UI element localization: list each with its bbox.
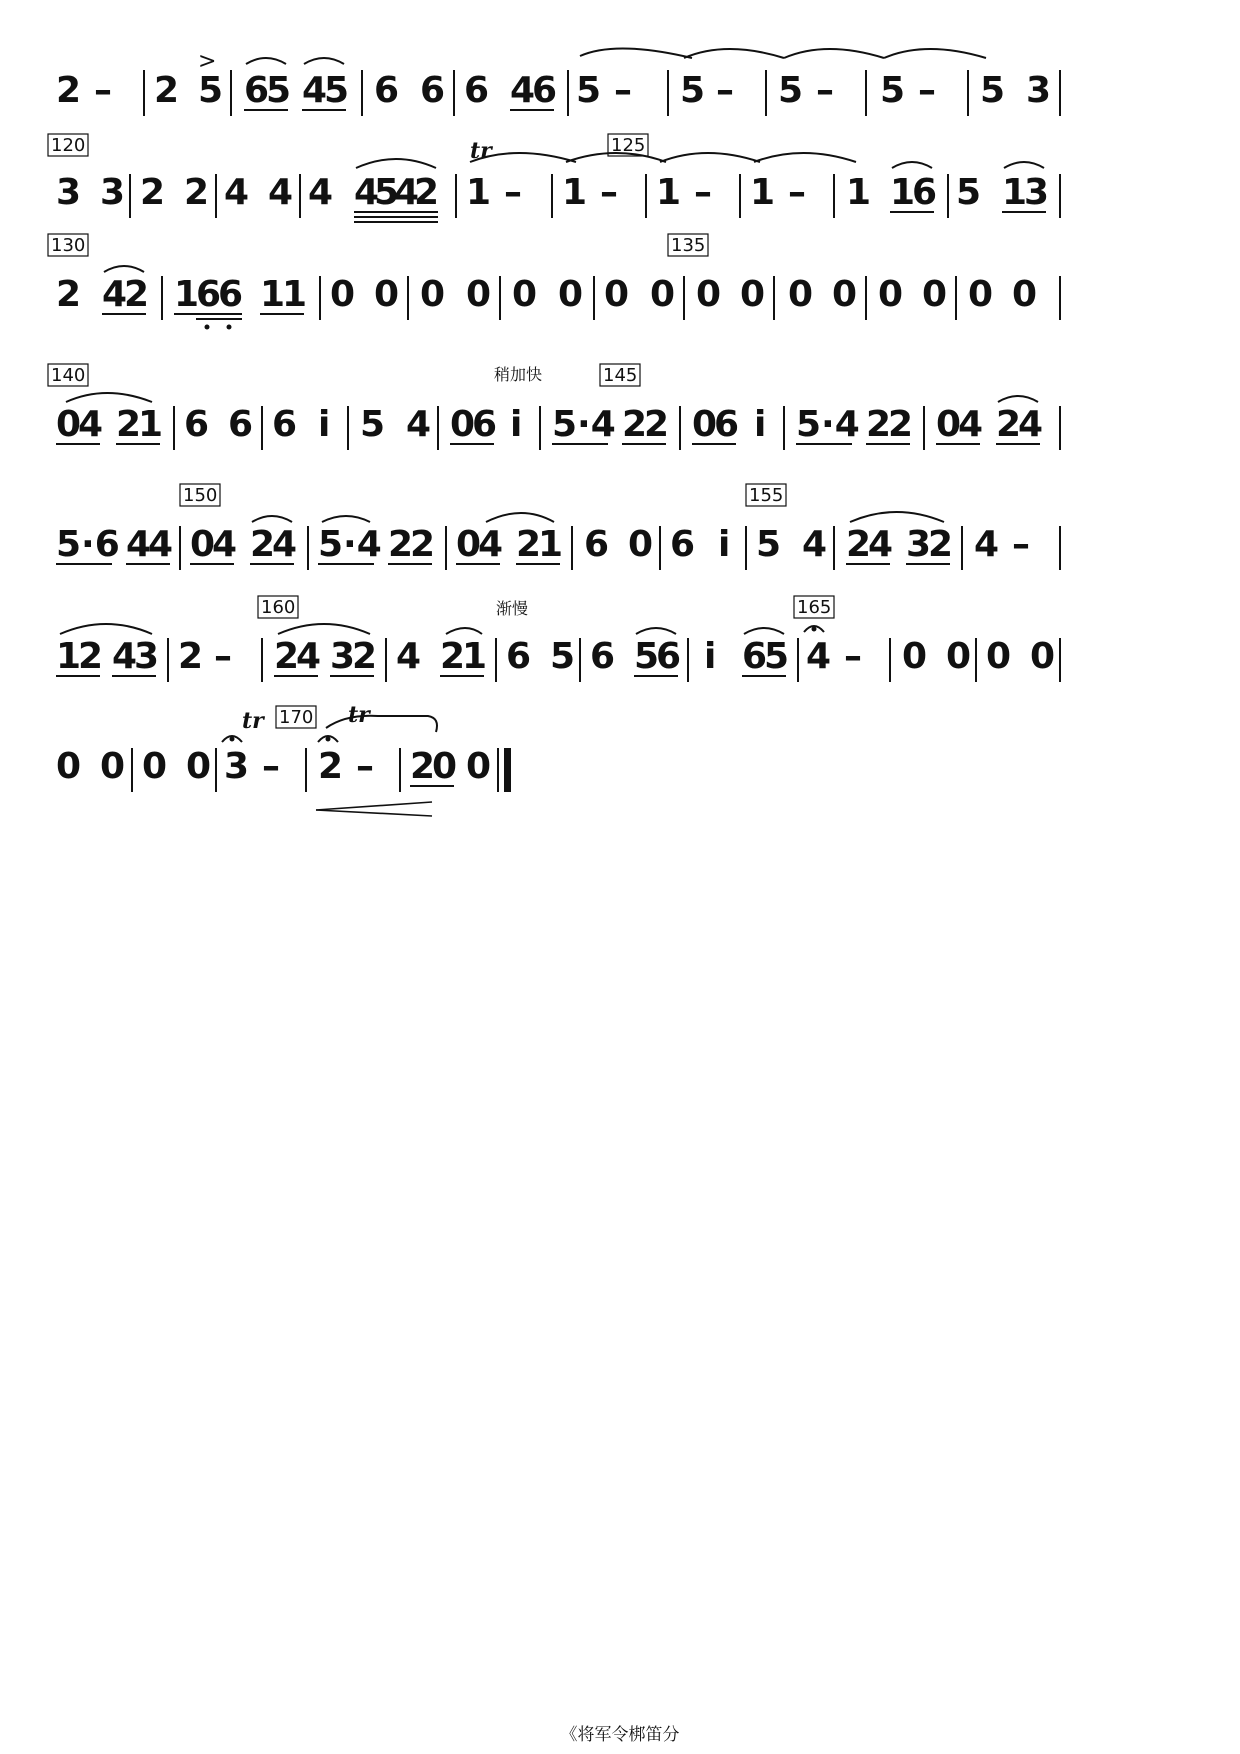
svg-text:–: –: [600, 172, 618, 213]
svg-text:3: 3: [100, 172, 126, 213]
svg-text:2: 2: [116, 404, 142, 445]
svg-text:0: 0: [692, 404, 718, 445]
svg-text:6: 6: [506, 636, 532, 677]
svg-text:4: 4: [868, 524, 894, 565]
svg-text:0: 0: [330, 274, 356, 315]
svg-text:5: 5: [680, 70, 706, 111]
staff-row-4: [51, 365, 1186, 490]
svg-text:2: 2: [516, 524, 542, 565]
svg-text:i: i: [754, 404, 767, 445]
svg-text:5: 5: [360, 404, 386, 445]
svg-text:0: 0: [420, 274, 446, 315]
svg-text:4: 4: [302, 70, 328, 111]
svg-text:0: 0: [1012, 274, 1038, 315]
svg-text:6: 6: [244, 70, 270, 111]
svg-text:5: 5: [634, 636, 660, 677]
trill-mark: tr: [242, 708, 264, 734]
svg-text:3: 3: [134, 636, 160, 677]
measure-number: 130: [51, 235, 86, 256]
svg-text:4: 4: [78, 404, 104, 445]
svg-text:4: 4: [510, 70, 536, 111]
svg-text:0: 0: [142, 746, 168, 787]
svg-text:5: 5: [198, 70, 224, 111]
svg-text:0: 0: [466, 746, 492, 787]
svg-text:2: 2: [410, 746, 436, 787]
svg-text:–: –: [504, 172, 522, 213]
staff-row-6-svg: [56, 597, 1186, 722]
svg-text:0: 0: [190, 524, 216, 565]
svg-text:0: 0: [1030, 636, 1056, 677]
svg-text:2: 2: [178, 636, 204, 677]
svg-text:2: 2: [274, 636, 300, 677]
svg-text:2: 2: [928, 524, 954, 565]
note: 2: [56, 70, 82, 111]
svg-text:–: –: [816, 70, 834, 111]
svg-text:3: 3: [56, 172, 82, 213]
staff-row-4-svg: [51, 365, 1186, 490]
svg-text:4: 4: [112, 636, 138, 677]
svg-text:0: 0: [946, 636, 972, 677]
svg-text:0: 0: [788, 274, 814, 315]
svg-text:0: 0: [450, 404, 476, 445]
svg-text:0: 0: [374, 274, 400, 315]
svg-text:1: 1: [890, 172, 916, 213]
svg-text:4: 4: [406, 404, 432, 445]
svg-text:2: 2: [440, 636, 466, 677]
svg-text:6: 6: [196, 274, 222, 315]
svg-text:3: 3: [224, 746, 250, 787]
svg-text:6: 6: [590, 636, 616, 677]
staff-row-7: [56, 702, 1186, 832]
svg-text:6: 6: [584, 524, 610, 565]
svg-text:5: 5: [756, 524, 782, 565]
svg-text:2: 2: [250, 524, 276, 565]
measure-number: 150: [183, 485, 218, 506]
svg-text:2: 2: [318, 746, 344, 787]
svg-text:4: 4: [102, 274, 128, 315]
svg-text:–: –: [716, 70, 734, 111]
svg-text:0: 0: [432, 746, 458, 787]
measure-number: 125: [611, 135, 646, 156]
svg-text:1: 1: [260, 274, 286, 315]
svg-text:4: 4: [478, 524, 504, 565]
measure-number: 140: [51, 365, 86, 386]
svg-text:0: 0: [878, 274, 904, 315]
svg-text:1: 1: [174, 274, 200, 315]
svg-text:–: –: [214, 636, 232, 677]
trill-mark: tr: [470, 138, 492, 164]
svg-text:–: –: [614, 70, 632, 111]
measure-number: 120: [51, 135, 86, 156]
svg-text:1: 1: [462, 636, 488, 677]
svg-text:4: 4: [296, 636, 322, 677]
trill-mark: tr: [348, 702, 370, 728]
svg-text:4: 4: [974, 524, 1000, 565]
svg-text:i: i: [704, 636, 717, 677]
svg-text:0: 0: [558, 274, 584, 315]
svg-text:4: 4: [354, 172, 380, 213]
svg-text:0: 0: [696, 274, 722, 315]
svg-text:5·4: 5·4: [318, 524, 382, 565]
svg-text:–: –: [844, 636, 862, 677]
svg-text:1: 1: [466, 172, 492, 213]
svg-text:4: 4: [126, 524, 152, 565]
svg-text:5: 5: [374, 172, 400, 213]
svg-text:3: 3: [330, 636, 356, 677]
svg-text:2: 2: [414, 172, 440, 213]
svg-text:6: 6: [670, 524, 696, 565]
svg-text:0: 0: [740, 274, 766, 315]
svg-text:0: 0: [456, 524, 482, 565]
svg-text:>: >: [198, 49, 217, 74]
svg-text:5: 5: [980, 70, 1006, 111]
staff-row-5-svg: [56, 485, 1186, 610]
svg-text:2: 2: [846, 524, 872, 565]
svg-text:–: –: [918, 70, 936, 111]
svg-text:5: 5: [956, 172, 982, 213]
tempo-marking: 渐慢: [496, 599, 529, 618]
svg-text:6: 6: [912, 172, 938, 213]
note: –: [94, 70, 112, 111]
svg-text:5: 5: [880, 70, 906, 111]
svg-text:5·6: 5·6: [56, 524, 120, 565]
svg-text:6: 6: [420, 70, 446, 111]
svg-text:1: 1: [56, 636, 82, 677]
svg-text:1: 1: [562, 172, 588, 213]
svg-text:2: 2: [888, 404, 914, 445]
svg-text:4: 4: [224, 172, 250, 213]
svg-text:1: 1: [656, 172, 682, 213]
svg-text:2: 2: [140, 172, 166, 213]
svg-text:1: 1: [1002, 172, 1028, 213]
svg-text:6: 6: [532, 70, 558, 111]
svg-text:6: 6: [218, 274, 244, 315]
svg-text:5: 5: [576, 70, 602, 111]
svg-text:0: 0: [650, 274, 676, 315]
measure-number: 170: [279, 707, 314, 728]
svg-text:0: 0: [56, 404, 82, 445]
svg-text:4: 4: [802, 524, 828, 565]
page-footer: 《将军令梆笛分: [560, 1725, 680, 1745]
svg-text:4: 4: [1018, 404, 1044, 445]
svg-text:4: 4: [272, 524, 298, 565]
svg-text:3: 3: [1026, 70, 1052, 111]
measure-number: 165: [797, 597, 832, 618]
svg-text:0: 0: [186, 746, 212, 787]
svg-text:2: 2: [410, 524, 436, 565]
svg-text:5: 5: [764, 636, 790, 677]
svg-text:5·4: 5·4: [796, 404, 860, 445]
measure-number: 145: [603, 365, 638, 386]
svg-text:1: 1: [750, 172, 776, 213]
measure-number: 160: [261, 597, 296, 618]
svg-text:3: 3: [906, 524, 932, 565]
measure-number: 155: [749, 485, 784, 506]
svg-text:2: 2: [644, 404, 670, 445]
svg-text:0: 0: [832, 274, 858, 315]
svg-text:–: –: [262, 746, 280, 787]
measure-number: 135: [671, 235, 706, 256]
svg-text:i: i: [718, 524, 731, 565]
svg-text:2: 2: [184, 172, 210, 213]
svg-text:0: 0: [628, 524, 654, 565]
svg-text:2: 2: [124, 274, 150, 315]
svg-text:5·4: 5·4: [552, 404, 616, 445]
svg-text:2: 2: [56, 274, 82, 315]
staff-row-5: [56, 485, 1186, 610]
svg-text:0: 0: [604, 274, 630, 315]
svg-text:i: i: [318, 404, 331, 445]
svg-text:5: 5: [550, 636, 576, 677]
svg-text:0: 0: [922, 274, 948, 315]
svg-text:6: 6: [464, 70, 490, 111]
svg-text:–: –: [788, 172, 806, 213]
svg-text:4: 4: [308, 172, 334, 213]
svg-text:5: 5: [778, 70, 804, 111]
svg-text:6: 6: [272, 404, 298, 445]
svg-text:1: 1: [846, 172, 872, 213]
staff-row-3: [51, 235, 1186, 360]
svg-text:1: 1: [282, 274, 308, 315]
svg-text:6: 6: [374, 70, 400, 111]
svg-text:0: 0: [56, 746, 82, 787]
svg-text:4: 4: [396, 636, 422, 677]
svg-text:6: 6: [742, 636, 768, 677]
svg-text:0: 0: [466, 274, 492, 315]
svg-text:2: 2: [622, 404, 648, 445]
svg-text:0: 0: [512, 274, 538, 315]
svg-text:–: –: [1012, 524, 1030, 565]
svg-text:–: –: [356, 746, 374, 787]
svg-text:4: 4: [958, 404, 984, 445]
staff-row-3-svg: [51, 235, 1186, 360]
svg-text:2: 2: [352, 636, 378, 677]
svg-text:2: 2: [154, 70, 180, 111]
svg-text:0: 0: [936, 404, 962, 445]
svg-text:4: 4: [806, 636, 832, 677]
svg-text:6: 6: [472, 404, 498, 445]
svg-text:6: 6: [228, 404, 254, 445]
svg-text:6: 6: [656, 636, 682, 677]
svg-text:4: 4: [268, 172, 294, 213]
svg-text:6: 6: [714, 404, 740, 445]
staff-row-7-svg: [56, 702, 1186, 832]
svg-text:4: 4: [148, 524, 174, 565]
svg-text:2: 2: [388, 524, 414, 565]
svg-text:6: 6: [184, 404, 210, 445]
svg-text:5: 5: [266, 70, 292, 111]
svg-text:2: 2: [996, 404, 1022, 445]
svg-text:4: 4: [212, 524, 238, 565]
tempo-marking: 稍加快: [494, 365, 543, 384]
svg-text:5: 5: [324, 70, 350, 111]
staff-row-6: [56, 597, 1186, 722]
svg-text:0: 0: [100, 746, 126, 787]
svg-text:4: 4: [394, 172, 420, 213]
svg-text:1: 1: [538, 524, 564, 565]
svg-text:0: 0: [986, 636, 1012, 677]
svg-text:1: 1: [138, 404, 164, 445]
svg-text:–: –: [694, 172, 712, 213]
svg-text:i: i: [510, 404, 523, 445]
svg-text:0: 0: [968, 274, 994, 315]
svg-text:0: 0: [902, 636, 928, 677]
svg-text:3: 3: [1024, 172, 1050, 213]
svg-text:2: 2: [78, 636, 104, 677]
svg-text:2: 2: [866, 404, 892, 445]
